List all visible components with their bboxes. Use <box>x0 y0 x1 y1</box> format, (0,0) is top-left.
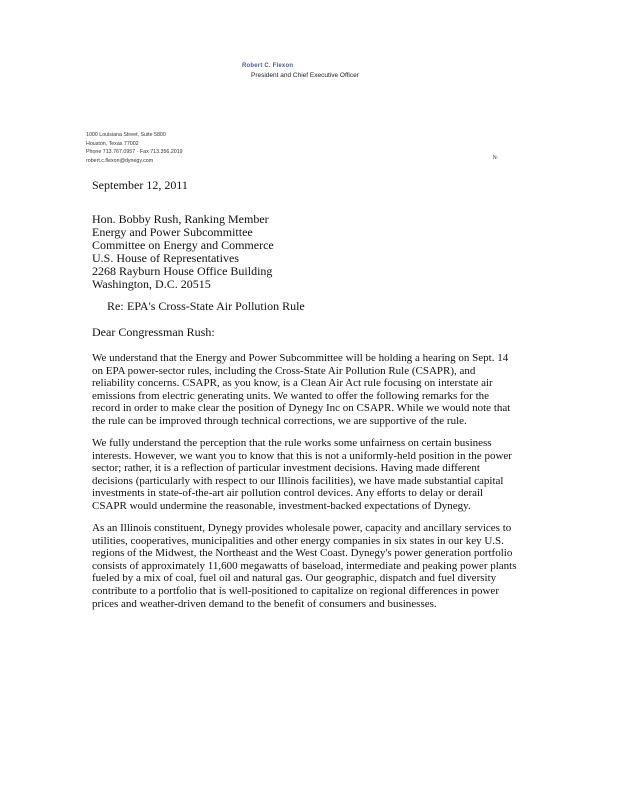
address-line: robert.c.flexon@dynegy.com <box>86 157 154 164</box>
paragraph-line: utilities, cooperatives, municipalities and other energy companies in six states in our key U.S. <box>92 534 504 547</box>
paragraph-line: CSAPR would undermine the reasonable, investment-backed expectations of Dynegy. <box>92 499 471 512</box>
paragraph-line: prices and weather-driven demand to the benefit of consumers and businesses. <box>92 597 437 610</box>
subject-label: Re: <box>107 299 124 313</box>
recipient-line: Hon. Bobby Rush, Ranking Member <box>92 212 269 226</box>
recipient-line: U.S. House of Representatives <box>92 251 239 265</box>
paragraph-line: consists of approximately 11,600 megawatts of baseload, intermediate and peaking power plants <box>92 559 517 572</box>
paragraph-line: investments in state-of-the-art air pollution control devices. Any efforts to delay or derail <box>92 487 484 500</box>
paragraph-line: fueled by a mix of coal, fuel oil and natural gas. Our geographic, dispatch and fuel diversity <box>92 572 497 585</box>
body-paragraph <box>92 352 532 428</box>
recipient-line: Committee on Energy and Commerce <box>92 238 274 252</box>
paragraph-line: decisions (particularly with respect to our Illinois facilities), we have made substantial capital <box>92 474 504 487</box>
body-paragraph <box>92 437 532 513</box>
paragraph-line: regions of the Midwest, the Northeast and the West Coast. Dynegy's power generation portfolio <box>92 547 513 560</box>
sender-title: President and Chief Executive Officer <box>251 72 359 79</box>
paragraph-line: sector; rather, it is a reflection of particular investment decisions. Having made different <box>92 462 480 475</box>
paragraph-line: the rule can be improved through technical corrections, we are supportive of the rule. <box>92 414 467 427</box>
recipient-line: Energy and Power Subcommittee <box>92 225 253 239</box>
paragraph-line: interests. However, we want you to know that this is not a uniformly-held position in the power <box>92 449 512 462</box>
sender-name: Robert C. Flexon <box>242 63 294 69</box>
paragraph-line: record in order to make clear the position of Dynegy Inc on CSAPR. While we would note that <box>92 402 511 415</box>
paragraph-line: reliability concerns. CSAPR, as you know, is a Clean Air Act rule focusing on interstate air <box>92 377 493 390</box>
side-mark: N· <box>493 155 499 161</box>
letter-date: September 12, 2011 <box>92 178 188 192</box>
paragraph-line: on EPA power-sector rules, including the Cross-State Air Pollution Rule (CSAPR), and <box>92 364 476 377</box>
body-paragraph <box>92 522 532 610</box>
paragraph-line: As an Illinois constituent, Dynegy provides wholesale power, capacity and ancillary services to <box>92 522 512 534</box>
subject-line <box>107 299 305 314</box>
address-line: 1000 Louisiana Street, Suite 5800 <box>86 132 166 138</box>
paragraph-line: contribute to a portfolio that is well-positioned to capitalize on regional differences in power <box>92 584 499 597</box>
salutation: Dear Congressman Rush: <box>92 325 215 339</box>
address-line: Houston, Texas 77002 <box>86 140 139 147</box>
recipient-line: Washington, D.C. 20515 <box>92 277 211 291</box>
paragraph-line: We fully understand the perception that the rule works some unfairness on certain business <box>92 437 492 449</box>
subject-text: EPA's Cross-State Air Pollution Rule <box>127 299 305 313</box>
paragraph-line: emissions from electric generating units. We wanted to offer the following remarks for the <box>92 389 490 402</box>
paragraph-line: We understand that the Energy and Power Subcommittee will be holding a hearing on Sept. 14 <box>92 352 509 364</box>
recipient-line: 2268 Rayburn House Office Building <box>92 264 273 278</box>
address-line: Phone 713.767.0957 · Fax 713.356.2019 <box>86 149 183 155</box>
